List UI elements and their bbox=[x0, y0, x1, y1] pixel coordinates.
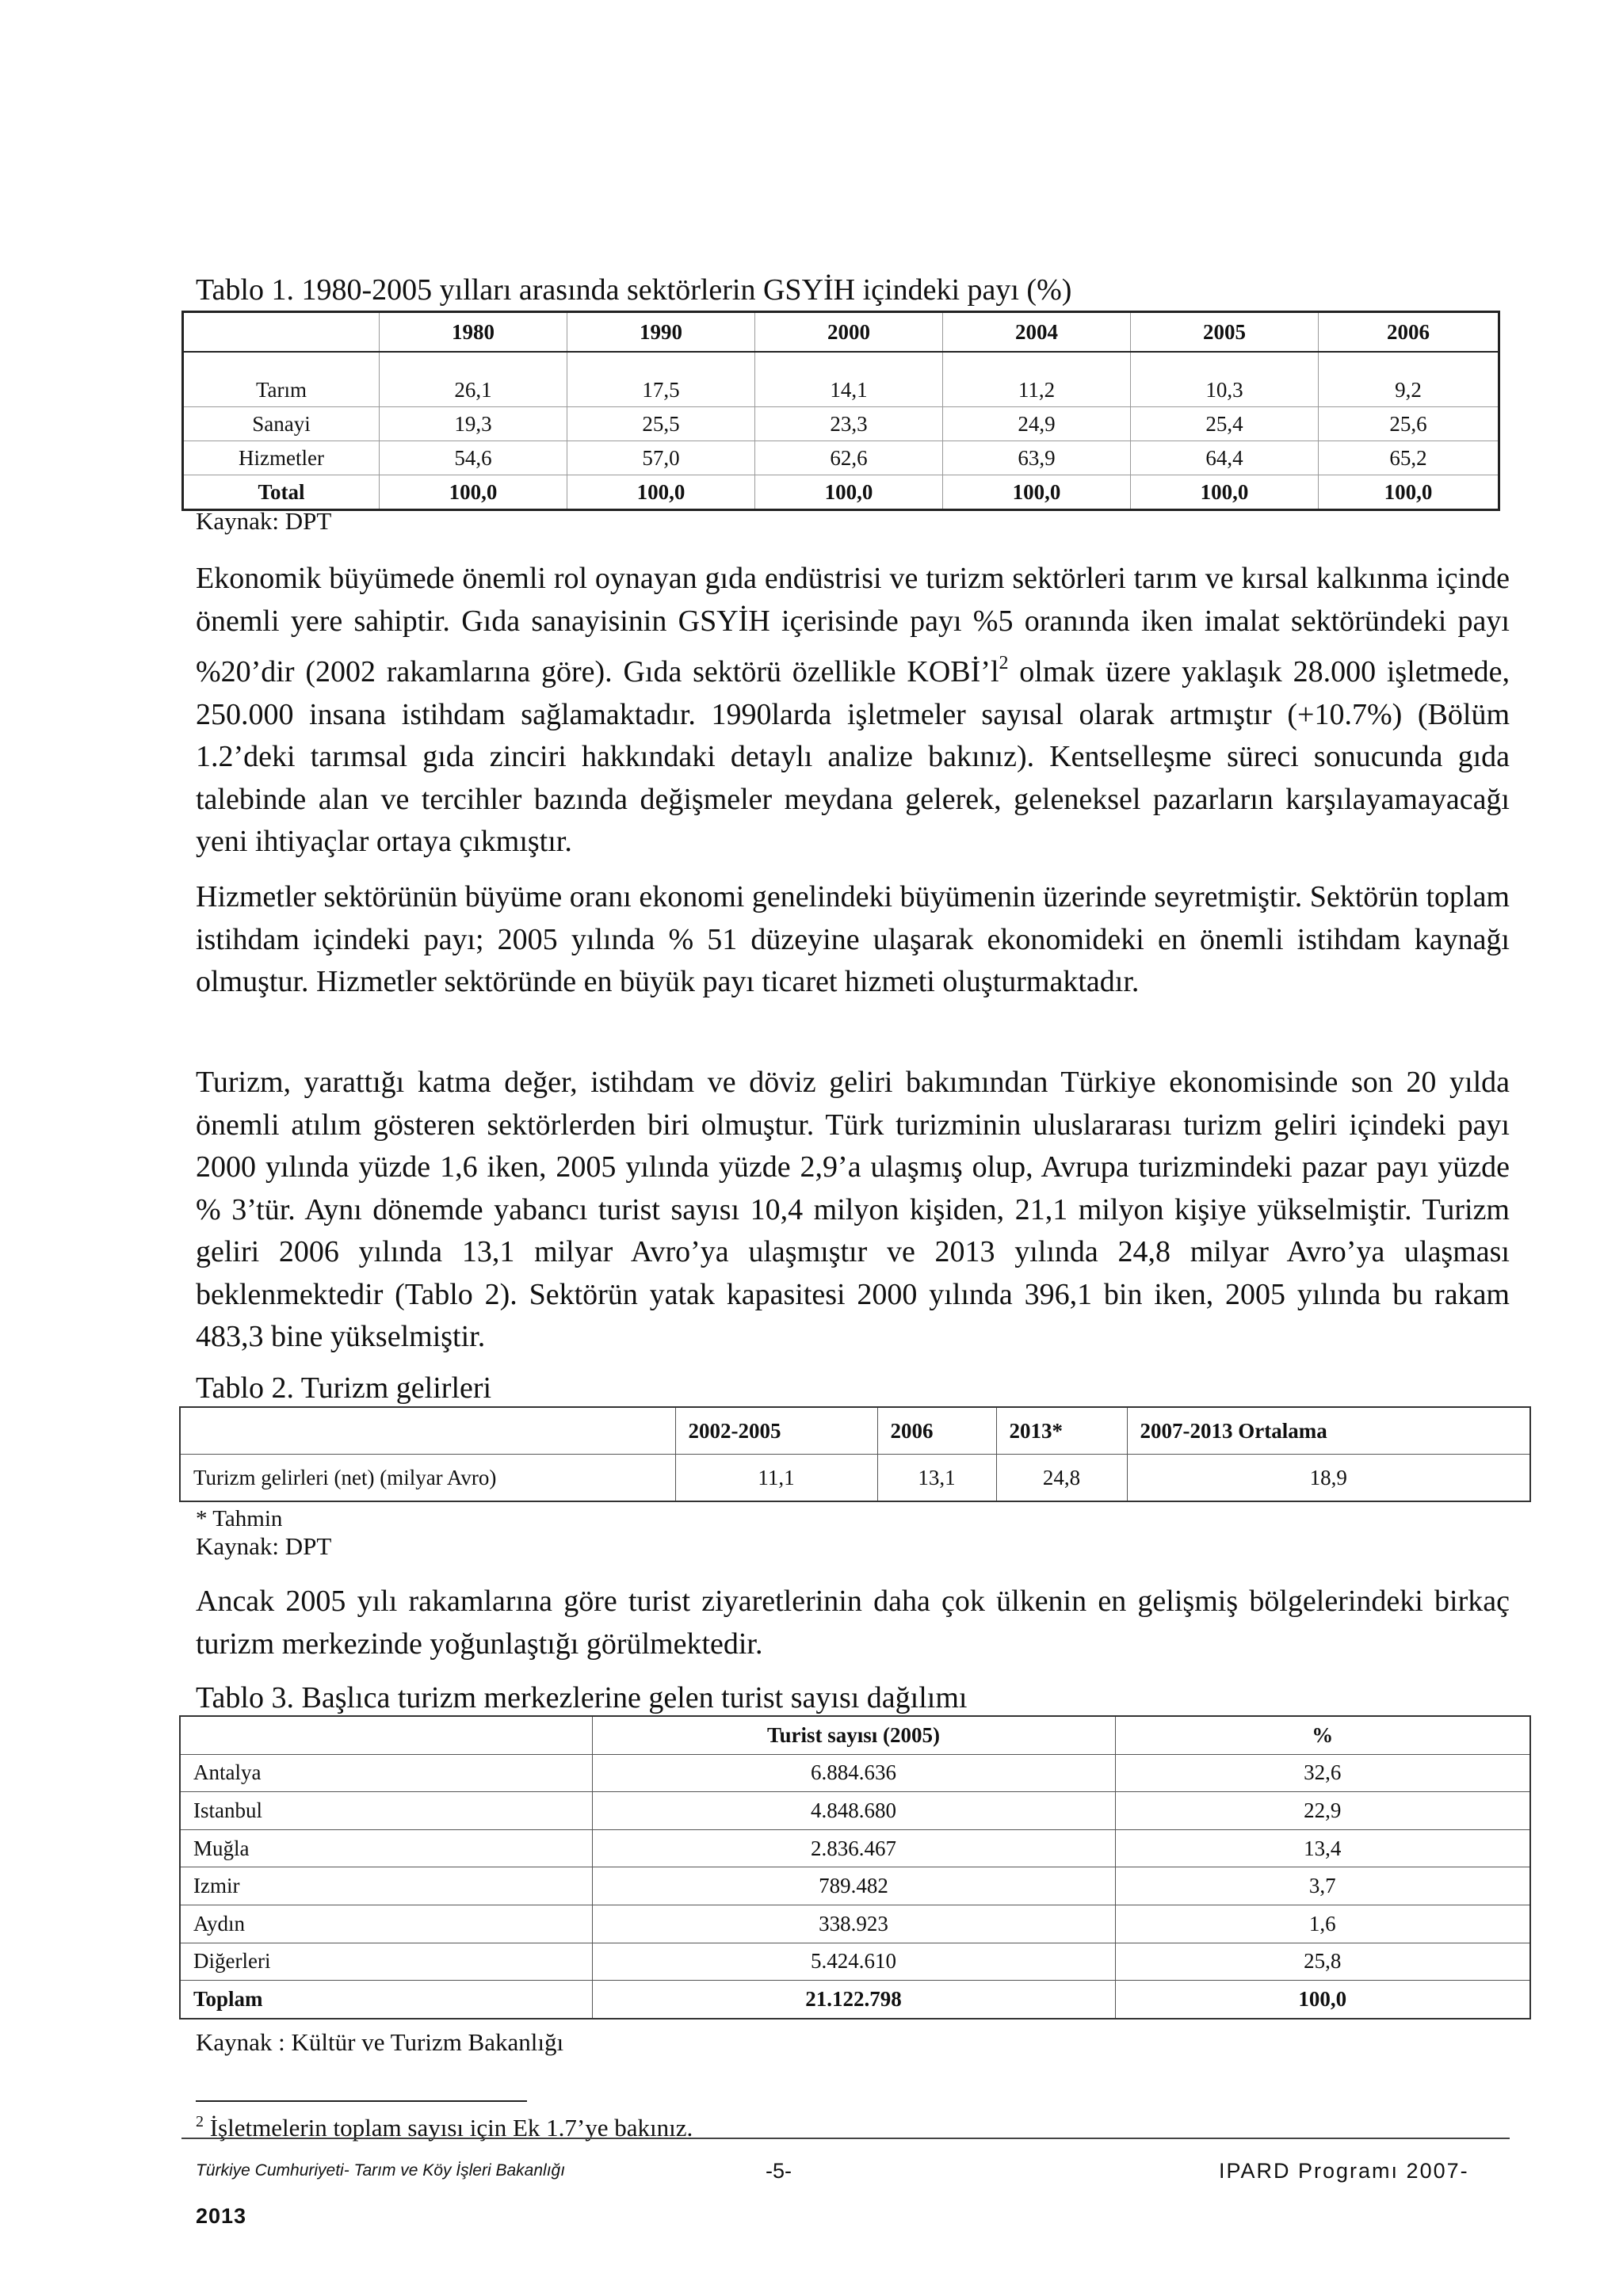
table3-cell: 22,9 bbox=[1115, 1792, 1530, 1830]
table-row bbox=[183, 441, 1499, 475]
table3-row-label: Diğerleri bbox=[180, 1943, 592, 1981]
table2-header-empty bbox=[180, 1407, 675, 1455]
table-row bbox=[183, 407, 1499, 441]
table2-note: * Tahmin bbox=[196, 1506, 283, 1531]
table1-cell: 65,2 bbox=[1319, 441, 1499, 475]
table3 bbox=[179, 1715, 1531, 2019]
table3-header-row bbox=[180, 1716, 1530, 1754]
paragraph-tourism: Turizm, yarattığı katma değer, istihdam ve döviz geliri bakımından Türkiye ekonomisinde son 20 yılda önemli atılım gösteren sektörlerden biri olmuştur. Türk turizminin uluslararası turizm geliri içindeki payı 2000 yılında yüzde 1,6 iken, 2005 yılında yüzde 2,9’a ulaşmış olup, Avrupa turizmindeki pazar payı yüzde % 3’tür. Aynı dönemde yabancı turist sayısı 10,4 milyon kişiden, 21,1 milyon kişiye yükselmiştir. Turizm geliri 2006 yılında 13,1 milyar Avro’ya ulaşmıştır ve 2013 yılında 24,8 milyar Avro’ya ulaşması beklenmektedir (Tablo 2). Sektörün yatak kapasitesi 2000 yılında 396,1 bin iken, 2005 yılında bu rakam 483,3 bine yükselmiştir. bbox=[196, 1066, 1510, 1353]
table3-row-label: Aydın bbox=[180, 1905, 592, 1943]
paragraph-food-tourism: Ekonomik büyümede önemli rol oynayan gıda endüstrisi ve turizm sektörleri tarım ve kırsal kalkınma içinde önemli yere sahiptir. Gıda sanayisinin GSYİH içerisinde payı %5 oranında iken imalat sektöründeki payı %20’dir (2002 rakamlarına göre). Gıda sektörü özellikle KOBİ’l$^2$ olmak üzere yaklaşık 28.000 işletmede, 250.000 insana istihdam sağlamaktadır. 1990larda işletmeler sayısal olarak artmıştır (+10.7%) (Bölüm 1.2’deki tarımsal gıda zinciri hakkındaki detaylı analize bakınız). Kentselleşme süreci sonucunda gıda talebinde alan ve tercihler bazında değişmeler meydana gelerek, geleneksel pazarların karşılayamayacağı yeni ihtiyaçlar ortaya çıkmıştır. bbox=[196, 562, 1510, 858]
table1-header-cell: 2006 bbox=[1319, 312, 1499, 353]
table3-cell: 338.923 bbox=[592, 1905, 1115, 1943]
paragraph-services: Hizmetler sektörünün büyüme oranı ekonomi genelindeki büyümenin üzerinde seyretmiştir. Sektörün toplam istihdam içindeki payı; 2005 yılında % 51 düzeyine ulaşarak ekonomideki en önemli istihdam kaynağı olmuştur. Hizmetler sektöründe en büyük payı ticaret hizmeti oluşturmaktadır. bbox=[196, 880, 1510, 998]
table1-cell: 54,6 bbox=[380, 441, 567, 475]
table2-cell: 11,1 bbox=[675, 1455, 877, 1502]
table2-source: Kaynak: DPT bbox=[196, 1532, 332, 1560]
table1 bbox=[181, 311, 1500, 511]
table1-source: Kaynak: DPT bbox=[196, 507, 332, 535]
table-row bbox=[183, 373, 1499, 407]
page-footer-program: IPARD Programı 2007- bbox=[1219, 2159, 1469, 2183]
table3-caption: Tablo 3. Başlıca turizm merkezlerine gelen turist sayısı dağılımı bbox=[196, 1681, 968, 1714]
table1-cell: 17,5 bbox=[567, 373, 755, 407]
table3-cell: 32,6 bbox=[1115, 1754, 1530, 1792]
table1-cell: 100,0 bbox=[567, 475, 755, 510]
table-row bbox=[180, 1455, 1530, 1502]
table2-header-cell: 2013* bbox=[996, 1407, 1127, 1455]
table-row bbox=[180, 1905, 1530, 1943]
table1-cell: 25,6 bbox=[1319, 407, 1499, 441]
page-footer-divider bbox=[181, 2138, 1510, 2139]
table3-row-label: Toplam bbox=[180, 1981, 592, 2019]
footnote-text: İşletmelerin toplam sayısı için Ek 1.7’ye bakınız. bbox=[204, 2114, 693, 2142]
table3-header-cell: % bbox=[1115, 1716, 1530, 1754]
table1-header-cell: 1990 bbox=[567, 312, 755, 353]
table3-cell: 5.424.610 bbox=[592, 1943, 1115, 1981]
table1-cell: 24,9 bbox=[943, 407, 1131, 441]
table2 bbox=[179, 1406, 1531, 1502]
table1-cell: 10,3 bbox=[1131, 373, 1319, 407]
table1-cell: 57,0 bbox=[567, 441, 755, 475]
table3-header-empty bbox=[180, 1716, 592, 1754]
page-number: -5- bbox=[766, 2159, 792, 2183]
table1-cell: 62,6 bbox=[755, 441, 943, 475]
table-row bbox=[180, 1829, 1530, 1867]
table-row bbox=[180, 1943, 1530, 1981]
table3-cell: 21.122.798 bbox=[592, 1981, 1115, 2019]
table2-cell: 24,8 bbox=[996, 1455, 1127, 1502]
table1-cell: 64,4 bbox=[1131, 441, 1319, 475]
table1-cell: 11,2 bbox=[943, 373, 1131, 407]
table1-cell: 23,3 bbox=[755, 407, 943, 441]
table3-row-label: Antalya bbox=[180, 1754, 592, 1792]
table2-cell: 13,1 bbox=[877, 1455, 996, 1502]
table3-cell: 789.482 bbox=[592, 1867, 1115, 1905]
table1-header-cell: 2005 bbox=[1131, 312, 1319, 353]
page-footer-ministry: Türkiye Cumhuriyeti- Tarım ve Köy İşleri Bakanlığı bbox=[196, 2161, 566, 2180]
table1-cell: 63,9 bbox=[943, 441, 1131, 475]
table2-header-cell: 2002-2005 bbox=[675, 1407, 877, 1455]
table1-row-label: Sanayi bbox=[183, 407, 380, 441]
table3-cell: 25,8 bbox=[1115, 1943, 1530, 1981]
table1-cell: 25,4 bbox=[1131, 407, 1319, 441]
table1-total-row bbox=[183, 475, 1499, 510]
table1-cell: 19,3 bbox=[380, 407, 567, 441]
table1-cell: 25,5 bbox=[567, 407, 755, 441]
table2-cell: 18,9 bbox=[1127, 1455, 1530, 1502]
table1-cell: 14,1 bbox=[755, 373, 943, 407]
table3-total-row bbox=[180, 1981, 1530, 2019]
table-row bbox=[180, 1754, 1530, 1792]
table1-spacer-row bbox=[183, 352, 1499, 373]
table3-cell: 4.848.680 bbox=[592, 1792, 1115, 1830]
table3-row-label: Muğla bbox=[180, 1829, 592, 1867]
table3-row-label: Izmir bbox=[180, 1867, 592, 1905]
table1-row-label: Tarım bbox=[183, 373, 380, 407]
footnote-divider bbox=[196, 2100, 527, 2102]
table-row bbox=[180, 1792, 1530, 1830]
table1-header-cell: 2000 bbox=[755, 312, 943, 353]
table1-row-label: Total bbox=[183, 475, 380, 510]
table1-row-label: Hizmetler bbox=[183, 441, 380, 475]
table3-cell: 1,6 bbox=[1115, 1905, 1530, 1943]
table2-header-cell: 2007-2013 Ortalama bbox=[1127, 1407, 1530, 1455]
table1-cell: 26,1 bbox=[380, 373, 567, 407]
table1-caption: Tablo 1. 1980-2005 yılları arasında sektörlerin GSYİH içindeki payı (%) bbox=[196, 273, 1072, 307]
table1-header-empty bbox=[183, 312, 380, 353]
table1-cell: 100,0 bbox=[943, 475, 1131, 510]
table1-header-cell: 2004 bbox=[943, 312, 1131, 353]
table2-header-row bbox=[180, 1407, 1530, 1455]
table3-source: Kaynak : Kültür ve Turizm Bakanlığı bbox=[196, 2028, 564, 2056]
footnote-ref[interactable]: 2 bbox=[999, 653, 1009, 673]
table2-caption: Tablo 2. Turizm gelirleri bbox=[196, 1371, 492, 1405]
table1-cell: 9,2 bbox=[1319, 373, 1499, 407]
paragraph-concentration: Ancak 2005 yılı rakamlarına göre turist ziyaretlerinin daha çok ülkenin en gelişmiş bölgelerindeki birkaç turizm merkezinde yoğunlaştığı görülmektedir. bbox=[196, 1585, 1510, 1661]
table3-cell: 2.836.467 bbox=[592, 1829, 1115, 1867]
table3-cell: 100,0 bbox=[1115, 1981, 1530, 2019]
table-row bbox=[180, 1867, 1530, 1905]
table3-cell: 13,4 bbox=[1115, 1829, 1530, 1867]
page-footer-program-year: 2013 bbox=[196, 2204, 247, 2228]
footnote-number: 2 bbox=[196, 2113, 204, 2130]
table1-cell: 100,0 bbox=[755, 475, 943, 510]
table1-cell: 100,0 bbox=[380, 475, 567, 510]
table1-header-row bbox=[183, 312, 1499, 353]
table1-header-cell: 1980 bbox=[380, 312, 567, 353]
table2-row-label: Turizm gelirleri (net) (milyar Avro) bbox=[180, 1455, 675, 1502]
table3-row-label: Istanbul bbox=[180, 1792, 592, 1830]
table3-cell: 6.884.636 bbox=[592, 1754, 1115, 1792]
table1-cell: 100,0 bbox=[1131, 475, 1319, 510]
table2-header-cell: 2006 bbox=[877, 1407, 996, 1455]
table3-cell: 3,7 bbox=[1115, 1867, 1530, 1905]
table3-header-cell: Turist sayısı (2005) bbox=[592, 1716, 1115, 1754]
table1-cell: 100,0 bbox=[1319, 475, 1499, 510]
